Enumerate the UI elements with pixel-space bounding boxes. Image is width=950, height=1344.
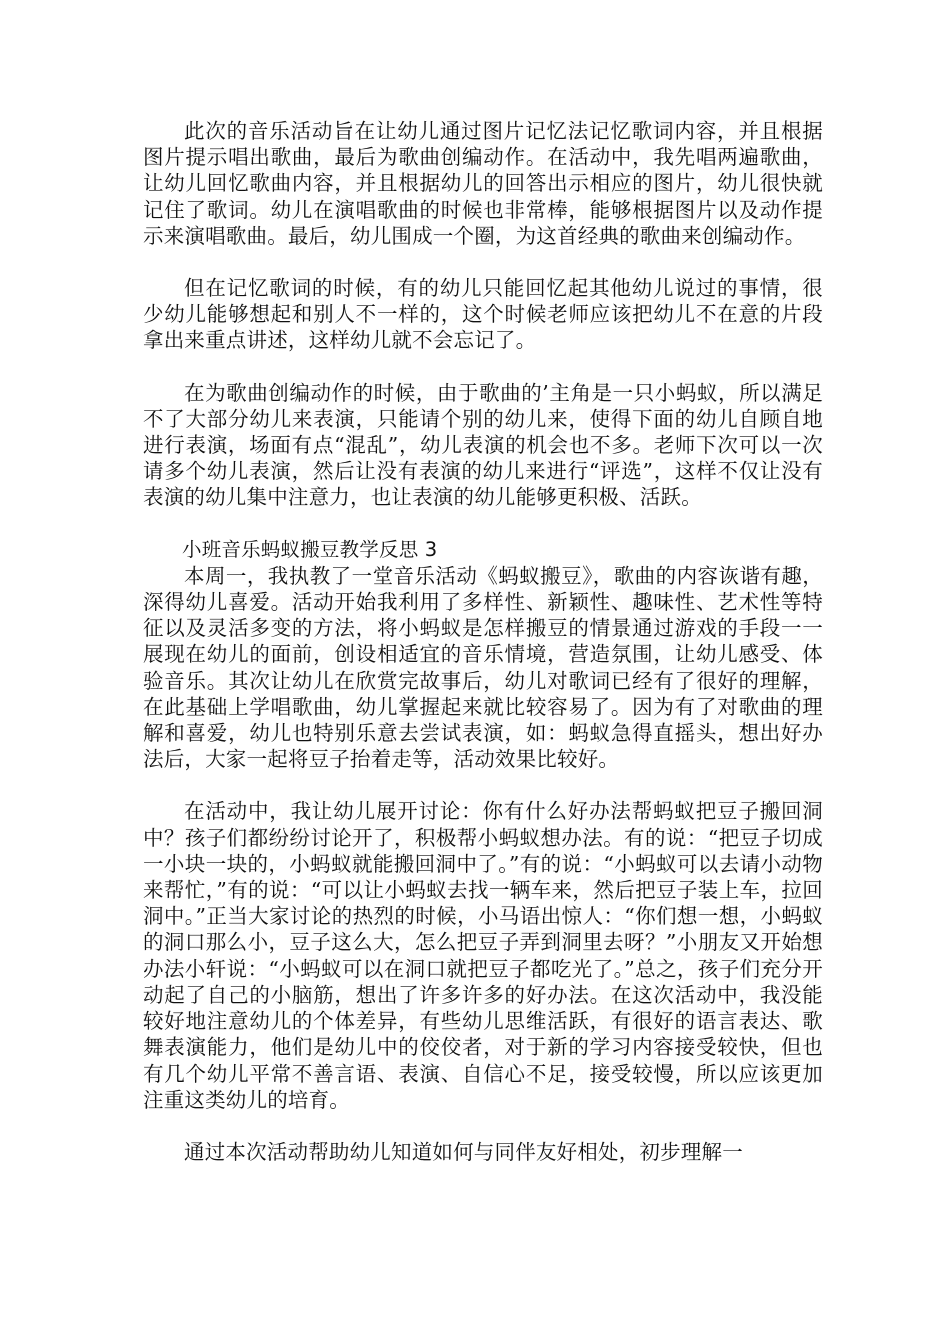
paragraph-4: 本周一，我执教了一堂音乐活动《蚂蚁搬豆》，歌曲的内容诙谐有趣，深得幼儿喜爱。活动开始我利用了多样性、新颖性、趣味性、艺术性等特征以及灵活多变的方法，将小蚂蚁是怎样搬豆的情景通过游戏的手段一一展现在幼儿的面前，创设相适宜的音乐情境，营造氛围，让幼儿感受、体验音乐。其次让幼儿在欣赏完故事后，幼儿对歌词已经有了很好的理解，在此基础上学唱歌曲，幼儿掌握起来就比较容易了。因为有了对歌曲的理解和喜爱，幼儿也特别乐意去尝试表演，如：蚂蚁急得直摇头，想出好办法后，大家一起将豆子抬着走等，活动效果比较好。: [143, 563, 823, 772]
document-page: [143, 118, 823, 1165]
paragraph-spacer: [143, 249, 823, 275]
paragraph-spacer: [143, 772, 823, 798]
paragraph-spacer: [143, 354, 823, 380]
paragraph-6: 通过本次活动帮助幼儿知道如何与同伴友好相处，初步理解一: [184, 1139, 743, 1164]
paragraph-3: 在为歌曲创编动作的时候，由于歌曲的’主角是一只小蚂蚁，所以满足不了大部分幼儿来表演，只能请个别的幼儿来，使得下面的幼儿自顾自地进行表演，场面有点“混乱”，幼儿表演的机会也不多。老师下次可以一次请多个幼儿表演，然后让没有表演的幼儿来进行“评选”，这样不仅让没有表演的幼儿集中注意力，也让表演的幼儿能够更积极、活跃。: [143, 380, 823, 510]
paragraph-1: 此次的音乐活动旨在让幼儿通过图片记忆法记忆歌词内容，并且根据图片提示唱出歌曲，最后为歌曲创编动作。在活动中，我先唱两遍歌曲，让幼儿回忆歌曲内容，并且根据幼儿的回答出示相应的图片，幼儿很快就记住了歌词。幼儿在演唱歌曲的时候也非常棒，能够根据图片以及动作提示来演唱歌曲。最后，幼儿围成一个圈，为这首经典的歌曲来创编动作。: [143, 119, 823, 248]
section-heading: 小班音乐蚂蚁搬豆教学反思 3: [182, 537, 438, 561]
paragraph-spacer: [143, 1113, 823, 1139]
paragraph-5: 在活动中，我让幼儿展开讨论：你有什么好办法帮蚂蚁把豆子搬回洞中？孩子们都纷纷讨论开了，积极帮小蚂蚁想办法。有的说：“把豆子切成一小块一块的，小蚂蚁就能搬回洞中了。”有的说：“小蚂蚁可以去请小动物来帮忙，”有的说：“可以让小蚂蚁去找一辆车来，然后把豆子装上车，拉回洞中。”正当大家讨论的热烈的时候，小马语出惊人：“你们想一想，小蚂蚁的洞口那么小，豆子这么大，怎么把豆子弄到洞里去呀？”小朋友又开始想办法小轩说：“小蚂蚁可以在洞口就把豆子都吃光了。”总之，孩子们充分开动起了自己的小脑筋，想出了许多许多的好办法。在这次活动中，我没能较好地注意幼儿的个体差异，有些幼儿思维活跃，有很好的语言表达、歌舞表演能力，他们是幼儿中的佼佼者，对于新的学习内容接受较快，但也有几个幼儿平常不善言语、表演、自信心不足，接受较慢，所以应该更加注重这类幼儿的培育。: [143, 799, 823, 1112]
paragraph-spacer: [143, 511, 823, 537]
paragraph-2: 但在记忆歌词的时候，有的幼儿只能回忆起其他幼儿说过的事情，很少幼儿能够想起和别人不一样的，这个时候老师应该把幼儿不在意的片段拿出来重点讲述，这样幼儿就不会忘记了。: [143, 276, 823, 353]
